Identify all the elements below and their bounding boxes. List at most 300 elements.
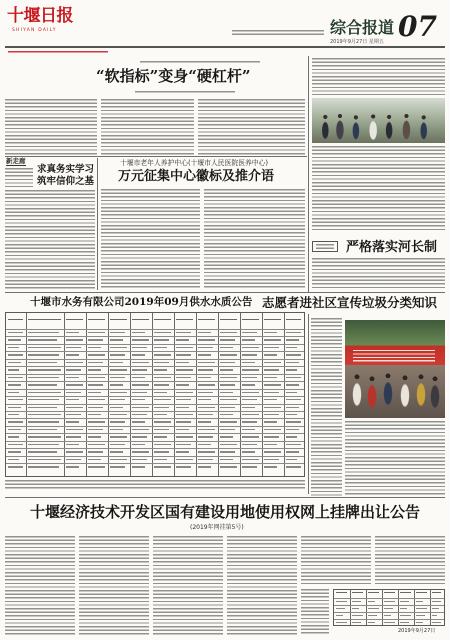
table-cell [8,466,23,467]
table-cell [198,332,211,333]
table-cell [198,399,211,400]
table-cell [384,615,391,616]
banner-text [353,350,435,362]
table-cell [88,377,105,378]
table-cell [8,377,23,378]
table-cell [264,377,277,378]
column-divider [308,56,309,292]
table-cell [66,392,81,393]
table-cell [220,466,237,467]
article-body-text [5,168,33,187]
table-cell [198,466,211,467]
section-rule [5,497,445,498]
table-column-line [130,313,131,476]
table-cell [286,362,299,363]
water-quality-headline: 十堰市水务有限公司2019年09月供水水质公告 [30,296,253,308]
table-header-cell [242,319,259,320]
newspaper-logo: 十堰日报 [7,6,73,26]
table-cell [352,615,363,616]
table-row-line [6,396,304,397]
table-cell [154,429,169,430]
table-cell [154,339,169,340]
table-column-line [64,313,65,476]
table-cell [66,429,83,430]
table-cell [88,347,101,348]
table-cell [432,601,441,602]
table-cell [286,339,299,340]
article-body-text [5,99,97,155]
land-notice-headline: 十堰经济技术开发区国有建设用地使用权网上挂牌出让公告 [30,503,421,521]
header-info-text [232,30,324,36]
table-cell [336,622,347,623]
table-cell [176,369,193,370]
table-header-cell [66,319,83,320]
table-header-cell [154,319,171,320]
table-cell [28,362,57,363]
table-cell [286,451,299,452]
table-cell [110,384,123,385]
table-header-cell [220,319,237,320]
table-cell [66,466,79,467]
table-cell [242,466,257,467]
table-cell [132,436,147,437]
article-body-text [312,58,445,95]
table-header-cell [416,592,427,593]
table-cell [88,384,103,385]
table-cell [220,451,235,452]
table-row-line [6,404,304,405]
table-cell [242,429,255,430]
table-header-cell [264,319,281,320]
table-cell [264,354,277,355]
table-cell [66,451,83,452]
table-cell [400,601,409,602]
table-row-line [6,381,304,382]
table-cell [8,444,23,445]
article-body-text [312,258,445,290]
article-body-text [301,536,371,586]
table-cell [220,362,235,363]
table-cell [176,362,189,363]
article-body-text [5,190,95,290]
table-cell [110,436,127,437]
table-header-cell [132,319,149,320]
table-row-line [6,456,304,457]
table-header-cell [400,592,411,593]
table-cell [336,608,345,609]
table-row-line [6,411,304,412]
article-body-text [301,589,329,636]
table-cell [28,369,61,370]
table-cell [154,466,171,467]
table-cell [198,444,211,445]
table-cell [154,377,171,378]
table-cell [220,414,233,415]
table-cell [110,429,123,430]
table-row-line [6,441,304,442]
table-cell [242,399,257,400]
table-cell [154,332,171,333]
table-cell [242,347,259,348]
table-cell [432,622,441,623]
table-cell [384,608,393,609]
table-cell [242,377,257,378]
table-cell [176,339,189,340]
table-column-line [414,590,415,625]
table-cell [220,332,237,333]
table-cell [384,601,395,602]
table-cell [154,421,171,422]
table-cell [110,407,123,408]
table-column-line [240,313,241,476]
table-cell [28,399,59,400]
table-cell [198,347,213,348]
table-cell [154,354,171,355]
table-cell [132,354,145,355]
table-cell [8,429,21,430]
table-cell [400,622,409,623]
table-cell [132,451,149,452]
table-column-line [398,590,399,625]
table-cell [286,392,297,393]
table-cell [176,354,191,355]
table-cell [28,429,57,430]
table-cell [220,369,233,370]
table-cell [66,436,81,437]
table-cell [176,451,189,452]
table-cell [352,622,361,623]
table-row-line [334,612,444,613]
article-body-text [312,146,445,232]
table-cell [28,384,57,385]
table-cell [198,436,213,437]
table-cell [28,436,61,437]
table-header-cell [352,592,363,593]
table-cell [28,347,61,348]
table-cell [198,459,213,460]
study-headline-line2: 筑牢信仰之基 [37,176,95,187]
table-cell [110,414,127,415]
table-cell [154,369,167,370]
table-cell [264,332,277,333]
table-cell [286,369,297,370]
column-divider [97,158,98,290]
table-cell [198,407,215,408]
table-cell [8,362,21,363]
table-cell [176,392,193,393]
table-cell [286,459,297,460]
table-cell [154,347,167,348]
table-cell [220,392,233,393]
table-cell [154,451,169,452]
table-cell [220,429,235,430]
table-row-line [6,329,304,330]
table-cell [8,354,23,355]
table-cell [110,332,125,333]
table-header-cell [110,319,127,320]
table-column-line [284,313,285,476]
table-cell [198,369,213,370]
section-title: 综合报道 [330,18,395,37]
table-cell [88,466,105,467]
table-cell [264,466,277,467]
lead-headline: “软指标”变身“硬杠杆” [96,67,251,85]
table-cell [242,369,259,370]
table-cell [132,459,147,460]
table-cell [8,407,21,408]
table-cell [264,369,279,370]
table-cell [352,608,359,609]
table-cell [198,429,215,430]
table-cell [264,414,279,415]
table-cell [110,392,127,393]
table-cell [176,377,191,378]
table-cell [154,362,169,363]
table-cell [242,414,259,415]
table-header-cell [286,319,301,320]
column-tag [312,241,338,252]
table-cell [176,436,193,437]
table-cell [242,362,255,363]
table-row-line [6,344,304,345]
article-body-text [153,536,223,636]
table-cell [132,421,145,422]
table-footnote-text [5,480,305,490]
table-cell [154,399,171,400]
column-tag-label: 新走廊 [6,157,26,165]
table-cell [336,615,343,616]
article-body-text [79,536,149,636]
table-cell [432,615,437,616]
table-column-line [430,590,431,625]
table-cell [8,392,19,393]
table-cell [198,451,215,452]
table-row-line [334,619,444,620]
table-cell [286,466,301,467]
table-header-cell [28,319,61,320]
table-cell [66,414,81,415]
study-headline-line1: 求真务实学习 [37,164,95,175]
table-cell [88,429,103,430]
table-cell [110,459,127,460]
table-header-cell [432,592,441,593]
table-cell [198,339,215,340]
table-cell [198,384,215,385]
table-cell [264,407,281,408]
news-photo [312,98,445,143]
table-cell [110,354,125,355]
table-cell [264,429,281,430]
table-row-line [6,374,304,375]
table-cell [286,407,299,408]
lead-byline [135,91,235,93]
article-body-text [375,536,445,586]
table-cell [110,377,125,378]
table-cell [416,615,425,616]
table-cell [176,444,191,445]
table-cell [242,459,259,460]
table-cell [176,459,193,460]
table-cell [368,601,375,602]
table-cell [154,384,169,385]
table-cell [132,377,145,378]
table-cell [352,601,361,602]
table-cell [28,407,57,408]
table-cell [132,407,149,408]
table-column-line [152,313,153,476]
table-header-cell [384,592,395,593]
table-header-cell [176,319,193,320]
table-cell [264,399,277,400]
table-cell [368,622,375,623]
table-cell [88,392,101,393]
table-cell [28,459,61,460]
table-cell [66,459,81,460]
elderly-center-headline: 万元征集中心徽标及推介语 [118,169,275,184]
table-cell [220,399,237,400]
table-cell [220,444,237,445]
table-cell [66,347,81,348]
table-cell [132,369,147,370]
table-cell [242,451,255,452]
table-cell [176,384,189,385]
table-cell [110,466,125,467]
table-cell [264,436,279,437]
table-cell [28,421,59,422]
table-cell [110,444,125,445]
table-cell [66,339,83,340]
table-cell [66,362,83,363]
table-cell [242,436,259,437]
table-cell [198,362,215,363]
table-cell [264,339,281,340]
table-cell [28,354,59,355]
table-cell [132,347,147,348]
table-cell [8,347,19,348]
table-row-line [6,418,304,419]
table-cell [66,369,81,370]
table-cell [132,399,145,400]
table-cell [416,601,423,602]
table-header-cell [368,592,379,593]
table-cell [176,421,191,422]
volunteer-headline: 志愿者进社区宣传垃圾分类知识 [262,295,438,310]
table-cell [286,429,299,430]
article-body-text [198,99,305,155]
section-rule [5,292,445,293]
table-cell [110,362,123,363]
table-cell [66,332,79,333]
table-cell [154,444,171,445]
section-rule [5,156,307,157]
table-cell [264,444,277,445]
table-cell [8,414,19,415]
table-cell [264,392,279,393]
table-cell [368,608,379,609]
table-cell [132,466,145,467]
table-cell [88,436,101,437]
masthead [0,0,450,48]
table-cell [110,421,125,422]
table-cell [176,414,193,415]
table-cell [242,354,257,355]
table-cell [198,377,211,378]
river-story-headline: 严格落实河长制 [346,240,438,255]
table-row-line [6,433,304,434]
table-cell [176,347,193,348]
table-cell [264,459,279,460]
table-cell [176,332,191,333]
table-column-line [366,590,367,625]
table-cell [88,421,105,422]
table-row-line [6,389,304,390]
table-cell [220,421,237,422]
table-column-line [86,313,87,476]
table-cell [220,407,235,408]
table-cell [220,459,233,460]
table-cell [264,347,279,348]
table-cell [132,339,149,340]
table-cell [286,414,297,415]
table-cell [286,399,301,400]
table-cell [28,451,57,452]
table-cell [28,414,61,415]
table-cell [242,392,259,393]
table-cell [88,459,101,460]
table-cell [132,362,149,363]
table-cell [286,354,301,355]
table-cell [132,429,149,430]
land-notice-date: 2019年9月27日 [398,628,436,634]
table-cell [88,339,103,340]
elderly-center-kicker: 十堰市老年人养护中心(十堰市人民医院医养中心) [120,159,269,167]
table-cell [88,369,101,370]
table-row-line [6,366,304,367]
table-cell [66,354,79,355]
table-cell [384,622,395,623]
table-cell [264,384,281,385]
table-cell [198,392,213,393]
table-cell [336,601,347,602]
table-cell [198,354,211,355]
table-header-cell [8,319,23,320]
table-cell [220,347,233,348]
table-cell [132,392,147,393]
table-cell [176,466,191,467]
table-cell [264,421,277,422]
table-cell [220,436,233,437]
table-cell [220,384,235,385]
article-body-text [345,421,445,496]
table-cell [154,436,167,437]
table-cell [176,407,189,408]
table-column-line [108,313,109,476]
table-cell [132,414,147,415]
table-cell [154,392,167,393]
newspaper-logo-english: SHIYAN DAILY [12,28,57,33]
table-cell [66,407,83,408]
table-cell [88,362,103,363]
table-cell [66,421,79,422]
table-cell [264,451,281,452]
masthead-rule [5,46,445,48]
table-cell [110,347,127,348]
news-photo [345,320,445,418]
table-cell [110,339,123,340]
table-cell [110,451,123,452]
water-quality-table [5,312,305,477]
table-column-line [196,313,197,476]
